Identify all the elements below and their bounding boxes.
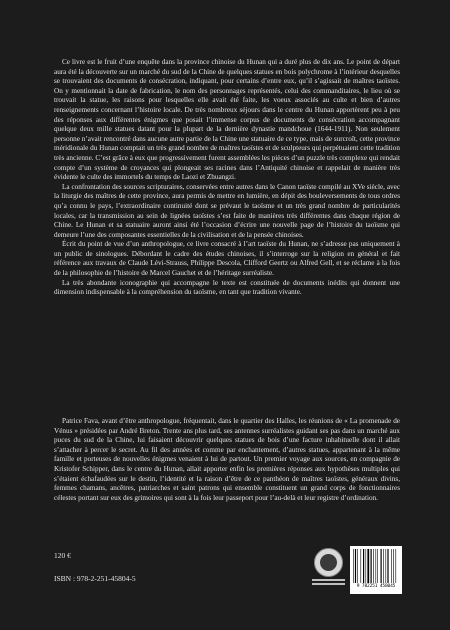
author-bio-section	[54, 417, 400, 503]
isbn-label: ISBN : 978-2-251-45804-5	[54, 574, 136, 583]
barcode	[350, 546, 402, 594]
author-bio-paragraph: Patrice Fava, avant d’être anthropologue, fréquentait, dans le quartier des Halles, les réunions de « La promenade de Vénus » présidées par André Breton. Trente ans plus tard, ses antennes surréalistes guidant ses pas dans un marché aux puces du sud de la Chine, lui faisaient découvrir quelques statues de bois d’une facture inhabituelle dont il allait s’attacher à percer le secret. Au fil des années et comme par enchantement, d’autres statues, appartenant à la même famille et porteuses de nouvelles énigmes venaient à lui de partout. Un premier voyage aux sources, en compagnie de Kristofer Schipper, dans le centre du Hunan, allait apporter enfin les premières réponses aux hypothèses multiples qui s’étaient échafaudées sur le destin, l’identité et la raison d’être de ce panthéon de maîtres taoïstes, généraux divins, femmes chamans, ancêtres, patriarches et saint patrons qui ensemble constituent un grand corps de fonctionnaires célestes portant sur eux des grimoires qui sont à la fois leur passeport pour l’au-delà et leur registre d’ordination.	[54, 417, 400, 502]
blurb-paragraph: Écrit du point de vue d’un anthropologue, ce livre consacré à l’art taoïste du Hunan, ne s’adresse pas uniquement à un public de sinologues. Débordant le cadre des études chinoises, il s’interroge sur la religion en général et fait référence aux travaux de Claude Lévi-Strauss, Philippe Descola, Clifford Geertz ou Alfred Gell, et se réclame à la fois de la philosophie de l’histoire de Marcel Gauchet et de l’héritage surréaliste.	[54, 240, 400, 278]
price-label: 120 €	[54, 551, 71, 560]
publisher-seal-icon	[312, 548, 345, 588]
blurb-section-1	[54, 58, 400, 298]
blurb-paragraph: La très abondante iconographie qui accompagne le texte est constituée de documents inédits qui donnent une dimension indispensable à la compréhension du taoïsme, en tant que tradition vivante.	[54, 278, 400, 297]
blurb-paragraph: La confrontation des sources scripturaires, conservées entre autres dans le Canon taoïste compilé au XVe siècle, avec la liturgie des maîtres de cette province, aura permis de mettre en lumière, en dépit des bouleversements de tous ordres qu’a connu le pays, l’extraordinaire continuité dont se prévaut le taoïsme et un très grand nombre de particularités locales, car la transmission au sein de lignées taoïstes s’est faite de manières très différentes dans chaque région de Chine. Le Hunan et sa statuaire auront ainsi été l’occasion d’écrire une nouvelle page de l’histoire du taoïsme qui demeure l’une des composantes essentielles de la civilisation et de la pensée chinoises.	[54, 182, 400, 239]
barcode-digits: 9 782251 458045	[356, 584, 396, 589]
blurb-paragraph: Ce livre est le fruit d’une enquête dans la province chinoise du Hunan qui a duré plus de dix ans. Le point de départ aura été la découverte sur un marché du sud de la Chine de quelques statues en bois polychrome à l’intérieur desquelles se trouvaient des documents de consécration, indiquant, pour certains d’entre eux, qu’il s’agissait de maîtres taoïstes. On y mentionnait la date de fabrication, le nom des personnages représentés, celui des commanditaires, le lieu où se trouvait la statue, les raisons pour lesquelles elle avait été faite, les voeux associés au culte et bien d’autres renseignements concernant l’histoire locale. De très nombreux séjours dans le centre du Hunan apportèrent peu à peu des réponses aux différentes énigmes que posait l’immense corpus de documents de consécration accompagnant quelque deux mille statues datant pour la plupart de la dernière dynastie mandchoue (1644-1911). Non seulement personne n’avait rencontré dans aucune autre partie de la Chine une statuaire de ce type, mais de surcroît, cette province méridionale du Hunan comptait un très grand nombre de maîtres taoïstes et de sculpteurs qui perpétuaient cette tradition très ancienne. C’est grâce à eux que progressivement furent assemblées les pièces d’un puzzle très complexe qui rendait compte d’un système de croyances qui plongeait ses racines dans l’Antiquité chinoise et rappelait de manière très évidente le culte des immortels du temps de Laozi et Zhuangzi.	[54, 58, 400, 182]
barcode-icon	[353, 549, 399, 583]
